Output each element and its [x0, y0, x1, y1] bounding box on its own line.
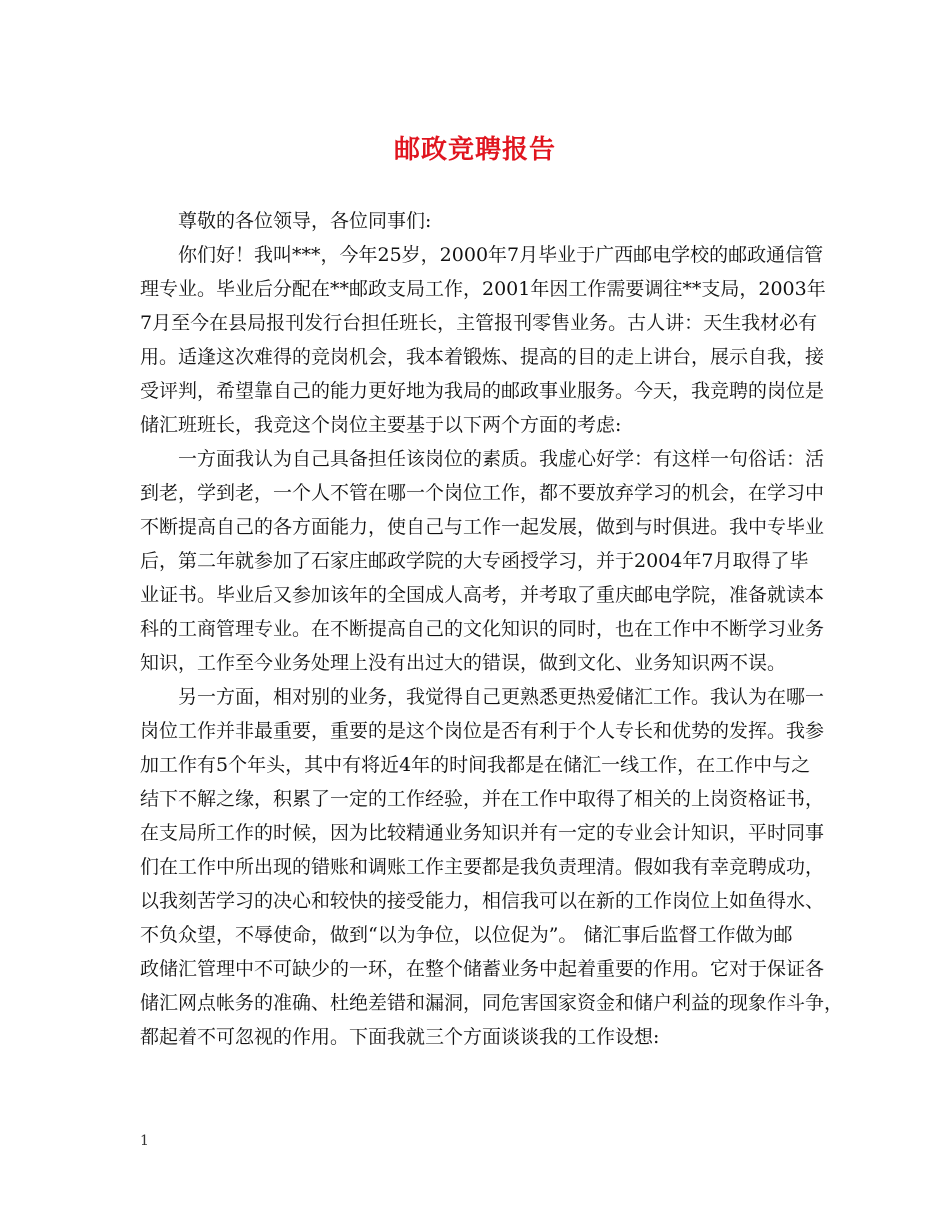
document-body — [140, 204, 844, 1054]
body-line: 以我刻苦学习的决心和较快的接受能力，相信我可以在新的工作岗位上如鱼得水、 — [140, 890, 825, 912]
body-line: 在支局所工作的时候，因为比较精通业务知识并有一定的专业会计知识，平时同事 — [140, 822, 825, 844]
body-line: 加工作有5个年头，其中有将近4年的时间我都是在储汇一线工作，在工作中与之 — [140, 754, 811, 776]
page-number: 1 — [140, 1133, 149, 1149]
document-title: 邮政竞聘报告 — [393, 135, 556, 165]
body-line: 业证书。毕业后又参加该年的全国成人高考，并考取了重庆邮电学院，准备就读本 — [140, 584, 825, 606]
body-line: 用。适逢这次难得的竞岗机会，我本着锻炼、提高的目的走上讲台，展示自我，接 — [140, 346, 825, 368]
body-line: 7月至今在县局报刊发行台担任班长，主管报刊零售业务。古人讲：天生我材必有 — [140, 312, 818, 334]
body-line: 储汇班班长，我竞这个岗位主要基于以下两个方面的考虑: — [140, 414, 622, 436]
body-line: 到老，学到老，一个人不管在哪一个岗位工作，都不要放弃学习的机会，在学习中 — [140, 482, 825, 504]
body-line: 后，第二年就参加了石家庄邮政学院的大专函授学习，并于2004年7月取得了毕 — [140, 550, 809, 572]
body-line: 不负众望，不辱使命，做到“以为争位，以位促为”。 储汇事后监督工作做为邮 — [140, 924, 793, 946]
body-line: 不断提高自己的各方面能力，使自己与工作一起发展，做到与时俱进。我中专毕业 — [140, 516, 825, 538]
body-line: 受评判，希望靠自己的能力更好地为我局的邮政事业服务。今天，我竞聘的岗位是 — [140, 380, 825, 402]
body-line: 知识，工作至今业务处理上没有出过大的错误，做到文化、业务知识两不误。 — [140, 652, 787, 674]
body-line: 科的工商管理专业。在不断提高自己的文化知识的同时，也在工作中不断学习业务 — [140, 618, 825, 640]
body-line: 理专业。毕业后分配在**邮政支局工作，2001年因工作需要调往**支局，2003年 — [140, 278, 826, 300]
body-line: 一方面我认为自己具备担任该岗位的素质。我虚心好学：有这样一句俗话：活 — [178, 448, 825, 470]
body-line: 结下不解之缘，积累了一定的工作经验，并在工作中取得了相关的上岗资格证书， — [140, 788, 825, 810]
body-line: 储汇网点帐务的准确、杜绝差错和漏洞，同危害国家资金和储户利益的现象作斗争， — [140, 992, 844, 1014]
body-line: 们在工作中所出现的错账和调账工作主要都是我负责理清。假如我有幸竞聘成功， — [140, 856, 825, 878]
body-line: 都起着不可忽视的作用。下面我就三个方面谈谈我的工作设想: — [140, 1026, 660, 1048]
body-line: 政储汇管理中不可缺少的一环，在整个储蓄业务中起着重要的作用。它对于保证各 — [140, 958, 825, 980]
body-line: 另一方面，相对别的业务，我觉得自己更熟悉更热爱储汇工作。我认为在哪一 — [178, 686, 825, 708]
body-line: 岗位工作并非最重要，重要的是这个岗位是否有利于个人专长和优势的发挥。我参 — [140, 720, 825, 742]
body-line: 你们好！我叫***，今年25岁，2000年7月毕业于广西邮电学校的邮政通信管 — [178, 244, 824, 266]
body-line: 尊敬的各位领导，各位同事们: — [178, 210, 432, 232]
